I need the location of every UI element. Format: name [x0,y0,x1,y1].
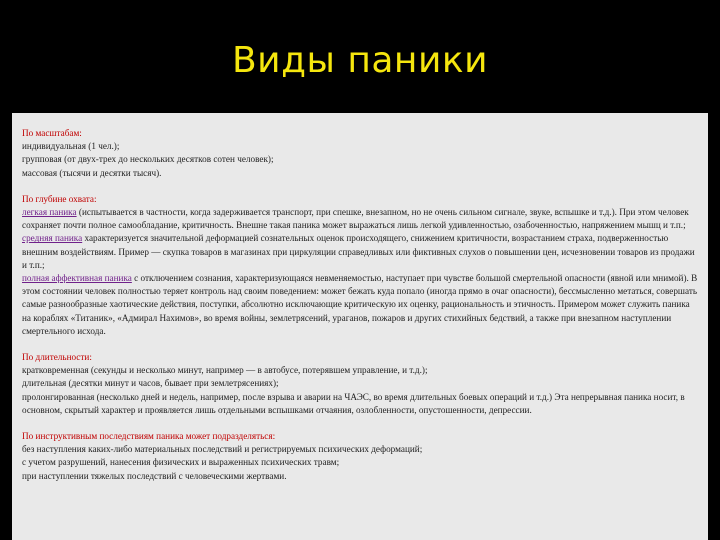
term-light-panic[interactable]: легкая паника [22,207,77,218]
title-bar [0,0,720,113]
list-item: кратковременная (секунды и несколько минут, например — в автобусе, потерявшем управление, и т.д.); [22,365,428,376]
section-consequences-heading: По инструктивным последствиям паника может подразделяться: [22,431,276,442]
paragraph-medium-panic [22,232,698,272]
list-item: пролонгированная (несколько дней и недель, например, после взрыва и аварии на ЧАЭС, во время длительных боевых операций и т.д.) Эта непрерывная паника носит, в основном, скрытый характер и проявляется лишь отдельными вспышками отчаяния, озлобленности, опустошенности, депрессии. [22,391,685,415]
paragraph-full-panic [22,272,698,338]
slide-title: Виды паники [231,40,489,81]
list-item: без наступления каких-либо материальных последствий и регистрируемых психических деформаций; [22,444,423,455]
content-panel [12,113,708,540]
list-item: индивидуальная (1 чел.); [22,141,120,152]
term-medium-panic[interactable]: средняя паника [22,233,83,244]
list-item: длительная (десятки минут и часов, бывает при землетрясениях); [22,378,279,389]
list-item: с учетом разрушений, нанесения физических и выраженных психических травм; [22,457,340,468]
content-text [22,127,698,483]
section-duration-heading: По длительности: [22,352,92,363]
list-item: при наступлении тяжелых последствий с человеческими жертвами. [22,470,287,481]
section-scale-heading: По масштабам: [22,128,82,138]
section-depth-heading: По глубине охвата: [22,193,97,204]
list-item: массовая (тысячи и десятки тысяч). [22,167,162,178]
term-full-panic[interactable]: полная аффективная паника [22,273,132,284]
medium-panic-text: характеризуется значительной деформацией сознательных оценок происходящего, снижением критичности, возрастанием страха, подверженностью внешним воздействиям. Пример — скупка товаров в магазинах при циркуляции справедливых или фиктивных слухов о повышении цен, исчезновении товаров из продажи и т.п.; [22,233,695,270]
paragraph-light-panic [22,206,698,232]
full-panic-text: с отключением сознания, характеризующаяся невменяемостью, наступает при чувстве большой смертельной опасности (явной или мнимой). В этом состоянии человек полностью теряет контроль над своим поведением: может бежать куда попало (иногда прямо в очаг опасности), бессмысленно метаться, совершать самые разнообразные хаотические действия, поступки, абсолютно исключающие критическую их оценку, рациональность и этичность. Примером может служить паника на кораблях «Титаник», «Адмирал Нахимов», во время войны, землетрясений, ураганов, пожаров и других стихийных бедствий, а также при внезапном наступлении смертельного исхода. [22,273,698,336]
list-item: групповая (от двух-трех до нескольких десятков сотен человек); [22,154,274,165]
light-panic-text: (испытывается в частности, когда задерживается транспорт, при спешке, внезапном, но не очень сильном сигнале, звуке, вспышке и т.д.). При этом человек сохраняет почти полное самообладание, критичность. Внешне такая паника может выражаться лишь легкой удивленностью, озабоченностью, напряжением мышц и т.п.; [22,207,689,231]
